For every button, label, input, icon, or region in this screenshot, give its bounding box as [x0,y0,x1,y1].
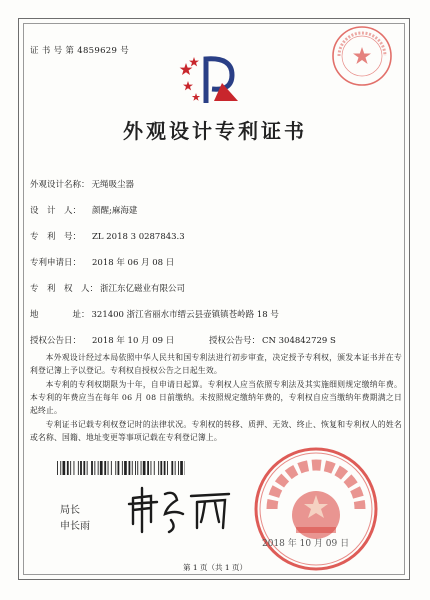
seal-date: 2018 年 10 月 09 日 [262,539,350,549]
filing-date-row [30,256,174,268]
barcode-bar [147,461,149,475]
paragraph-grant: 本外观设计经过本局依照中华人民共和国专利法进行初步审查，决定授予专利权，颁发本证书并在专利登记簿上予以登记。专利权自授权公告之日起生效。 [30,353,402,375]
patent-number-row [30,230,185,242]
barcode-bar [78,461,79,475]
barcode-bar [175,461,176,475]
barcode-bar [70,461,71,475]
certificate-number-value: 4859629 号 [77,46,129,56]
barcode-bar [94,461,95,475]
grant-number-label: 授权公告号： [208,336,260,346]
barcode-bar [171,461,173,475]
director-signature-icon [125,484,235,536]
grant-number-value: CN 304842729 S [262,336,336,346]
certificate-number [30,44,129,56]
patentee-label: 专 利 权 人： [30,284,99,294]
barcode-bar [80,461,82,475]
address-value: 321400 浙江省丽水市缙云县壶镇镇苍岭路 18 号 [91,310,279,320]
patent-office-logo-icon [178,53,244,107]
barcode-bar [143,461,146,475]
barcode-bar [160,461,162,475]
barcode-bar [100,461,103,475]
paragraph-term: 本专利的专利权期限为十年，自申请日起算。专利权人应当依照专利法及其实施细则规定缴纳年费。本专利的年费应当在每年 06 月 08 日前缴纳。未按照规定缴纳年费的，专利权自应当缴纳年费期满之日起终止。 [30,380,402,415]
filing-date-label: 专利申请日： [30,258,82,268]
barcode-bar [115,461,116,475]
design-name-row [30,178,134,190]
barcode-bar [60,461,61,475]
barcode-bar [132,461,133,475]
grant-date-label: 授权公告日： [30,336,82,346]
barcode-bar [129,461,131,475]
barcode-bar [154,461,155,475]
barcode-bar [98,461,99,475]
barcode-bar [122,461,123,475]
grant-date-value: 2018 年 10 月 09 日 [92,336,175,346]
certificate-number-label: 证 书 号 第 [30,46,75,56]
patent-number-label: 专 利 号： [30,232,82,242]
address-row [30,308,279,320]
barcode-bar [83,461,85,475]
page-number: 第 1 页（共 1 页） [182,563,248,572]
national-ip-office-seal-icon [252,445,380,573]
patentee-value: 浙江东亿磁业有限公司 [100,284,186,294]
paragraph-status: 专利证书记载专利权登记时的法律状况。专利权的转移、质押、无效、终止、恢复和专利权人的姓名或名称、国籍、地址变更等事项记载在专利登记簿上。 [30,420,402,442]
barcode-bar [178,461,179,475]
barcode-bar [135,461,136,475]
barcode-bar [91,461,93,475]
barcode-bar [180,461,183,475]
designer-label: 设 计 人： [30,206,82,216]
certificate-title: 外观设计专利证书 [123,119,307,143]
barcode-bar [74,461,75,475]
barcode-bar [124,461,127,475]
designer-row [30,204,137,216]
barcode-bar [57,461,58,475]
barcode-bar [111,461,112,475]
barcode-bar [87,461,88,475]
barcode-bar [67,461,69,475]
patent-number-value: ZL 2018 3 0287843.3 [92,232,185,242]
grant-row [30,334,336,346]
design-name-value: 无绳吸尘器 [91,180,135,190]
barcode-bar [141,461,142,475]
barcode-bar [108,461,109,475]
barcode-bar [104,461,106,475]
barcode-bar [151,461,152,475]
barcode-bar [137,461,138,475]
director-name: 申长雨 [60,521,90,532]
address-label: 地 址： [30,310,90,320]
barcode-bar [118,461,120,475]
barcode-bar [158,461,159,475]
filing-date-value: 2018 年 06 月 08 日 [92,258,175,268]
design-name-label: 外观设计名称： [30,180,90,190]
patentee-row [30,282,185,294]
barcode [57,461,185,475]
director-title: 局长 [60,505,80,516]
barcode-bar [167,461,168,475]
barcode-bar [164,461,166,475]
barcode-bar [63,461,66,475]
designer-value: 颜醒;麻海建 [92,206,138,216]
top-seal-icon [331,25,393,87]
